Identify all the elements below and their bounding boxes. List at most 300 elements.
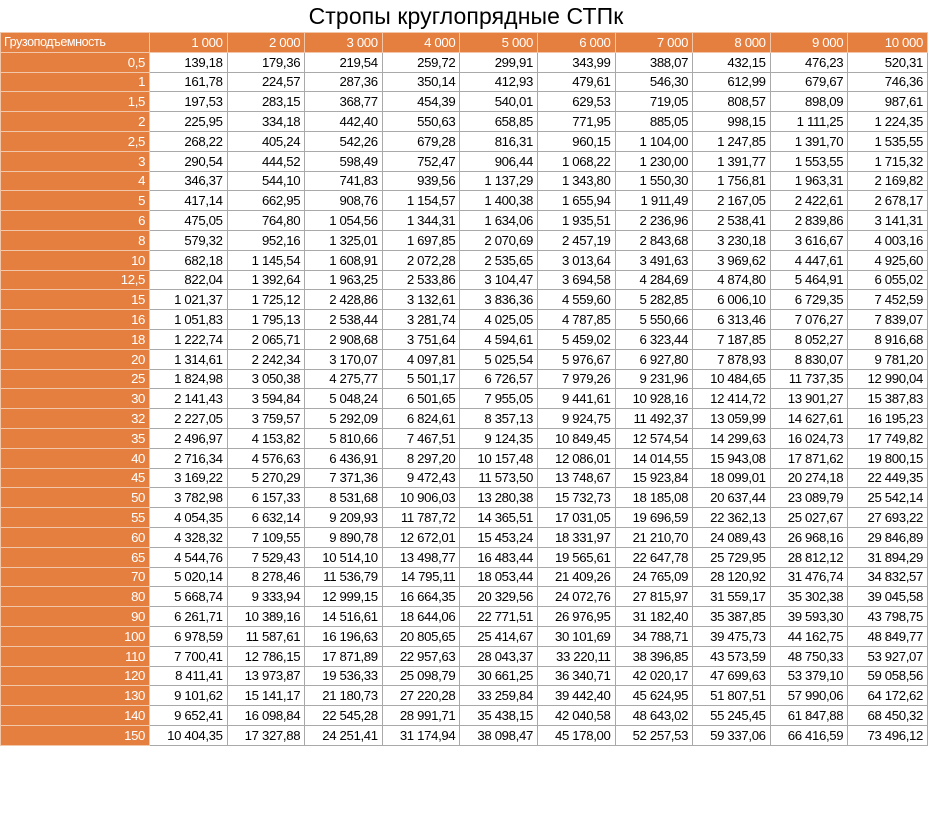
price-cell[interactable]: 1 608,91 bbox=[305, 250, 383, 270]
price-cell[interactable]: 35 387,85 bbox=[693, 607, 771, 627]
price-cell[interactable]: 7 187,85 bbox=[693, 329, 771, 349]
load-capacity-cell[interactable]: 18 bbox=[1, 329, 150, 349]
price-cell[interactable]: 12 086,01 bbox=[537, 448, 615, 468]
price-cell[interactable]: 24 765,09 bbox=[615, 567, 693, 587]
price-cell[interactable]: 21 409,26 bbox=[537, 567, 615, 587]
price-cell[interactable]: 22 545,28 bbox=[305, 706, 383, 726]
price-cell[interactable]: 2 538,44 bbox=[305, 310, 383, 330]
price-cell[interactable]: 7 452,59 bbox=[848, 290, 928, 310]
price-cell[interactable]: 4 153,82 bbox=[227, 428, 305, 448]
price-cell[interactable]: 3 169,22 bbox=[150, 468, 228, 488]
load-capacity-cell[interactable]: 65 bbox=[1, 547, 150, 567]
price-cell[interactable]: 39 442,40 bbox=[537, 686, 615, 706]
price-cell[interactable]: 1 391,70 bbox=[770, 131, 848, 151]
price-cell[interactable]: 3 491,63 bbox=[615, 250, 693, 270]
price-cell[interactable]: 4 447,61 bbox=[770, 250, 848, 270]
load-capacity-cell[interactable]: 3 bbox=[1, 151, 150, 171]
price-cell[interactable]: 2 908,68 bbox=[305, 329, 383, 349]
price-cell[interactable]: 22 771,51 bbox=[460, 607, 538, 627]
price-cell[interactable]: 4 284,69 bbox=[615, 270, 693, 290]
price-cell[interactable]: 24 072,76 bbox=[537, 587, 615, 607]
price-cell[interactable]: 18 644,06 bbox=[382, 607, 460, 627]
price-cell[interactable]: 4 025,05 bbox=[460, 310, 538, 330]
price-cell[interactable]: 16 664,35 bbox=[382, 587, 460, 607]
price-cell[interactable]: 454,39 bbox=[382, 92, 460, 112]
load-capacity-header[interactable]: Грузоподъемность bbox=[1, 33, 150, 53]
load-capacity-cell[interactable]: 90 bbox=[1, 607, 150, 627]
load-capacity-cell[interactable]: 35 bbox=[1, 428, 150, 448]
price-cell[interactable]: 161,78 bbox=[150, 72, 228, 92]
price-cell[interactable]: 12 574,54 bbox=[615, 428, 693, 448]
price-cell[interactable]: 33 220,11 bbox=[537, 646, 615, 666]
price-cell[interactable]: 30 661,25 bbox=[460, 666, 538, 686]
price-cell[interactable]: 7 109,55 bbox=[227, 527, 305, 547]
price-cell[interactable]: 4 328,32 bbox=[150, 527, 228, 547]
price-cell[interactable]: 39 045,58 bbox=[848, 587, 928, 607]
price-cell[interactable]: 898,09 bbox=[770, 92, 848, 112]
load-capacity-cell[interactable]: 150 bbox=[1, 725, 150, 745]
price-cell[interactable]: 5 668,74 bbox=[150, 587, 228, 607]
price-cell[interactable]: 9 101,62 bbox=[150, 686, 228, 706]
price-cell[interactable]: 764,80 bbox=[227, 211, 305, 231]
price-cell[interactable]: 25 098,79 bbox=[382, 666, 460, 686]
price-cell[interactable]: 22 449,35 bbox=[848, 468, 928, 488]
price-cell[interactable]: 771,95 bbox=[537, 112, 615, 132]
price-cell[interactable]: 225,95 bbox=[150, 112, 228, 132]
price-cell[interactable]: 15 387,83 bbox=[848, 389, 928, 409]
price-cell[interactable]: 7 529,43 bbox=[227, 547, 305, 567]
price-cell[interactable]: 43 573,59 bbox=[693, 646, 771, 666]
price-cell[interactable]: 2 141,43 bbox=[150, 389, 228, 409]
price-cell[interactable]: 9 472,43 bbox=[382, 468, 460, 488]
load-capacity-cell[interactable]: 100 bbox=[1, 626, 150, 646]
price-cell[interactable]: 4 559,60 bbox=[537, 290, 615, 310]
price-cell[interactable]: 12 999,15 bbox=[305, 587, 383, 607]
price-cell[interactable]: 3 132,61 bbox=[382, 290, 460, 310]
price-cell[interactable]: 9 441,61 bbox=[537, 389, 615, 409]
price-cell[interactable]: 7 371,36 bbox=[305, 468, 383, 488]
price-cell[interactable]: 3 230,18 bbox=[693, 230, 771, 250]
price-cell[interactable]: 15 943,08 bbox=[693, 448, 771, 468]
price-cell[interactable]: 25 542,14 bbox=[848, 488, 928, 508]
price-cell[interactable]: 908,76 bbox=[305, 191, 383, 211]
price-cell[interactable]: 6 006,10 bbox=[693, 290, 771, 310]
price-cell[interactable]: 4 576,63 bbox=[227, 448, 305, 468]
price-cell[interactable]: 2 227,05 bbox=[150, 409, 228, 429]
length-column-header[interactable]: 5 000 bbox=[460, 33, 538, 53]
price-cell[interactable]: 1 392,64 bbox=[227, 270, 305, 290]
price-cell[interactable]: 15 732,73 bbox=[537, 488, 615, 508]
price-cell[interactable]: 6 436,91 bbox=[305, 448, 383, 468]
price-cell[interactable]: 29 846,89 bbox=[848, 527, 928, 547]
price-cell[interactable]: 368,77 bbox=[305, 92, 383, 112]
price-cell[interactable]: 1 935,51 bbox=[537, 211, 615, 231]
length-column-header[interactable]: 1 000 bbox=[150, 33, 228, 53]
price-cell[interactable]: 1 343,80 bbox=[537, 171, 615, 191]
price-cell[interactable]: 3 104,47 bbox=[460, 270, 538, 290]
price-cell[interactable]: 719,05 bbox=[615, 92, 693, 112]
price-cell[interactable]: 5 550,66 bbox=[615, 310, 693, 330]
price-cell[interactable]: 822,04 bbox=[150, 270, 228, 290]
load-capacity-cell[interactable]: 45 bbox=[1, 468, 150, 488]
price-cell[interactable]: 30 101,69 bbox=[537, 626, 615, 646]
price-cell[interactable]: 31 559,17 bbox=[693, 587, 771, 607]
price-cell[interactable]: 25 414,67 bbox=[460, 626, 538, 646]
price-cell[interactable]: 28 991,71 bbox=[382, 706, 460, 726]
price-cell[interactable]: 64 172,62 bbox=[848, 686, 928, 706]
price-cell[interactable]: 5 459,02 bbox=[537, 329, 615, 349]
price-cell[interactable]: 2 538,41 bbox=[693, 211, 771, 231]
price-cell[interactable]: 139,18 bbox=[150, 52, 228, 72]
price-cell[interactable]: 10 849,45 bbox=[537, 428, 615, 448]
price-cell[interactable]: 1 697,85 bbox=[382, 230, 460, 250]
price-cell[interactable]: 27 220,28 bbox=[382, 686, 460, 706]
price-cell[interactable]: 682,18 bbox=[150, 250, 228, 270]
price-cell[interactable]: 6 501,65 bbox=[382, 389, 460, 409]
load-capacity-cell[interactable]: 25 bbox=[1, 369, 150, 389]
load-capacity-cell[interactable]: 110 bbox=[1, 646, 150, 666]
price-cell[interactable]: 16 483,44 bbox=[460, 547, 538, 567]
price-cell[interactable]: 1 021,37 bbox=[150, 290, 228, 310]
price-cell[interactable]: 5 020,14 bbox=[150, 567, 228, 587]
load-capacity-cell[interactable]: 40 bbox=[1, 448, 150, 468]
price-cell[interactable]: 16 196,63 bbox=[305, 626, 383, 646]
price-cell[interactable]: 3 050,38 bbox=[227, 369, 305, 389]
price-cell[interactable]: 2 843,68 bbox=[615, 230, 693, 250]
price-cell[interactable]: 1 963,31 bbox=[770, 171, 848, 191]
price-cell[interactable]: 2 072,28 bbox=[382, 250, 460, 270]
price-cell[interactable]: 662,95 bbox=[227, 191, 305, 211]
price-cell[interactable]: 11 492,37 bbox=[615, 409, 693, 429]
price-cell[interactable]: 2 533,86 bbox=[382, 270, 460, 290]
price-cell[interactable]: 388,07 bbox=[615, 52, 693, 72]
price-cell[interactable]: 542,26 bbox=[305, 131, 383, 151]
price-cell[interactable]: 752,47 bbox=[382, 151, 460, 171]
price-cell[interactable]: 1 824,98 bbox=[150, 369, 228, 389]
price-cell[interactable]: 2 678,17 bbox=[848, 191, 928, 211]
price-cell[interactable]: 17 031,05 bbox=[537, 508, 615, 528]
load-capacity-cell[interactable]: 8 bbox=[1, 230, 150, 250]
price-cell[interactable]: 658,85 bbox=[460, 112, 538, 132]
price-cell[interactable]: 10 484,65 bbox=[693, 369, 771, 389]
price-cell[interactable]: 55 245,45 bbox=[693, 706, 771, 726]
load-capacity-cell[interactable]: 50 bbox=[1, 488, 150, 508]
price-cell[interactable]: 33 259,84 bbox=[460, 686, 538, 706]
price-cell[interactable]: 224,57 bbox=[227, 72, 305, 92]
price-cell[interactable]: 20 329,56 bbox=[460, 587, 538, 607]
price-cell[interactable]: 598,49 bbox=[305, 151, 383, 171]
price-cell[interactable]: 1 756,81 bbox=[693, 171, 771, 191]
price-cell[interactable]: 939,56 bbox=[382, 171, 460, 191]
price-cell[interactable]: 24 089,43 bbox=[693, 527, 771, 547]
price-cell[interactable]: 3 751,64 bbox=[382, 329, 460, 349]
load-capacity-cell[interactable]: 20 bbox=[1, 349, 150, 369]
price-cell[interactable]: 16 098,84 bbox=[227, 706, 305, 726]
price-cell[interactable]: 19 800,15 bbox=[848, 448, 928, 468]
price-cell[interactable]: 10 906,03 bbox=[382, 488, 460, 508]
price-cell[interactable]: 6 323,44 bbox=[615, 329, 693, 349]
price-cell[interactable]: 18 185,08 bbox=[615, 488, 693, 508]
price-cell[interactable]: 3 013,64 bbox=[537, 250, 615, 270]
load-capacity-cell[interactable]: 4 bbox=[1, 171, 150, 191]
price-cell[interactable]: 2 457,19 bbox=[537, 230, 615, 250]
price-cell[interactable]: 16 195,23 bbox=[848, 409, 928, 429]
price-cell[interactable]: 53 927,07 bbox=[848, 646, 928, 666]
price-cell[interactable]: 73 496,12 bbox=[848, 725, 928, 745]
price-cell[interactable]: 8 531,68 bbox=[305, 488, 383, 508]
price-cell[interactable]: 4 054,35 bbox=[150, 508, 228, 528]
price-cell[interactable]: 53 379,10 bbox=[770, 666, 848, 686]
price-cell[interactable]: 18 331,97 bbox=[537, 527, 615, 547]
price-cell[interactable]: 7 076,27 bbox=[770, 310, 848, 330]
price-cell[interactable]: 43 798,75 bbox=[848, 607, 928, 627]
price-cell[interactable]: 343,99 bbox=[537, 52, 615, 72]
price-cell[interactable]: 10 157,48 bbox=[460, 448, 538, 468]
price-cell[interactable]: 8 052,27 bbox=[770, 329, 848, 349]
price-cell[interactable]: 38 396,85 bbox=[615, 646, 693, 666]
price-cell[interactable]: 3 281,74 bbox=[382, 310, 460, 330]
price-cell[interactable]: 18 099,01 bbox=[693, 468, 771, 488]
price-cell[interactable]: 197,53 bbox=[150, 92, 228, 112]
price-cell[interactable]: 3 141,31 bbox=[848, 211, 928, 231]
price-cell[interactable]: 2 236,96 bbox=[615, 211, 693, 231]
price-cell[interactable]: 2 496,97 bbox=[150, 428, 228, 448]
price-cell[interactable]: 2 428,86 bbox=[305, 290, 383, 310]
price-cell[interactable]: 3 616,67 bbox=[770, 230, 848, 250]
price-cell[interactable]: 544,10 bbox=[227, 171, 305, 191]
load-capacity-cell[interactable]: 6 bbox=[1, 211, 150, 231]
price-cell[interactable]: 13 280,38 bbox=[460, 488, 538, 508]
price-cell[interactable]: 550,63 bbox=[382, 112, 460, 132]
price-cell[interactable]: 4 003,16 bbox=[848, 230, 928, 250]
price-cell[interactable]: 36 340,71 bbox=[537, 666, 615, 686]
load-capacity-cell[interactable]: 2 bbox=[1, 112, 150, 132]
price-cell[interactable]: 10 389,16 bbox=[227, 607, 305, 627]
price-cell[interactable]: 2 716,34 bbox=[150, 448, 228, 468]
price-cell[interactable]: 6 157,33 bbox=[227, 488, 305, 508]
price-cell[interactable]: 14 365,51 bbox=[460, 508, 538, 528]
price-cell[interactable]: 579,32 bbox=[150, 230, 228, 250]
price-cell[interactable]: 1 068,22 bbox=[537, 151, 615, 171]
price-cell[interactable]: 1 222,74 bbox=[150, 329, 228, 349]
price-cell[interactable]: 14 795,11 bbox=[382, 567, 460, 587]
price-cell[interactable]: 1 715,32 bbox=[848, 151, 928, 171]
load-capacity-cell[interactable]: 15 bbox=[1, 290, 150, 310]
price-cell[interactable]: 35 302,38 bbox=[770, 587, 848, 607]
price-cell[interactable]: 8 357,13 bbox=[460, 409, 538, 429]
price-cell[interactable]: 2 839,86 bbox=[770, 211, 848, 231]
price-cell[interactable]: 3 836,36 bbox=[460, 290, 538, 310]
price-cell[interactable]: 34 788,71 bbox=[615, 626, 693, 646]
price-cell[interactable]: 12 786,15 bbox=[227, 646, 305, 666]
price-cell[interactable]: 51 807,51 bbox=[693, 686, 771, 706]
price-cell[interactable]: 28 043,37 bbox=[460, 646, 538, 666]
price-cell[interactable]: 42 020,17 bbox=[615, 666, 693, 686]
price-cell[interactable]: 2 169,82 bbox=[848, 171, 928, 191]
price-cell[interactable]: 998,15 bbox=[693, 112, 771, 132]
price-cell[interactable]: 746,36 bbox=[848, 72, 928, 92]
price-cell[interactable]: 808,57 bbox=[693, 92, 771, 112]
price-cell[interactable]: 405,24 bbox=[227, 131, 305, 151]
price-cell[interactable]: 17 871,62 bbox=[770, 448, 848, 468]
price-cell[interactable]: 5 976,67 bbox=[537, 349, 615, 369]
price-cell[interactable]: 22 957,63 bbox=[382, 646, 460, 666]
price-cell[interactable]: 48 643,02 bbox=[615, 706, 693, 726]
price-cell[interactable]: 6 824,61 bbox=[382, 409, 460, 429]
price-cell[interactable]: 39 593,30 bbox=[770, 607, 848, 627]
price-cell[interactable]: 5 270,29 bbox=[227, 468, 305, 488]
price-cell[interactable]: 27 693,22 bbox=[848, 508, 928, 528]
load-capacity-cell[interactable]: 80 bbox=[1, 587, 150, 607]
price-cell[interactable]: 9 781,20 bbox=[848, 349, 928, 369]
price-cell[interactable]: 479,61 bbox=[537, 72, 615, 92]
price-cell[interactable]: 6 313,46 bbox=[693, 310, 771, 330]
price-cell[interactable]: 476,23 bbox=[770, 52, 848, 72]
price-cell[interactable]: 350,14 bbox=[382, 72, 460, 92]
price-cell[interactable]: 47 699,63 bbox=[693, 666, 771, 686]
length-column-header[interactable]: 10 000 bbox=[848, 33, 928, 53]
load-capacity-cell[interactable]: 140 bbox=[1, 706, 150, 726]
price-cell[interactable]: 219,54 bbox=[305, 52, 383, 72]
price-cell[interactable]: 1 154,57 bbox=[382, 191, 460, 211]
price-cell[interactable]: 1 550,30 bbox=[615, 171, 693, 191]
price-cell[interactable]: 9 124,35 bbox=[460, 428, 538, 448]
price-cell[interactable]: 4 925,60 bbox=[848, 250, 928, 270]
price-cell[interactable]: 9 333,94 bbox=[227, 587, 305, 607]
price-cell[interactable]: 5 464,91 bbox=[770, 270, 848, 290]
price-cell[interactable]: 1 400,38 bbox=[460, 191, 538, 211]
price-cell[interactable]: 5 292,09 bbox=[305, 409, 383, 429]
price-cell[interactable]: 18 053,44 bbox=[460, 567, 538, 587]
price-cell[interactable]: 13 973,87 bbox=[227, 666, 305, 686]
price-cell[interactable]: 1 655,94 bbox=[537, 191, 615, 211]
price-cell[interactable]: 3 969,62 bbox=[693, 250, 771, 270]
price-cell[interactable]: 1 111,25 bbox=[770, 112, 848, 132]
price-cell[interactable]: 8 297,20 bbox=[382, 448, 460, 468]
price-cell[interactable]: 28 120,92 bbox=[693, 567, 771, 587]
price-cell[interactable]: 475,05 bbox=[150, 211, 228, 231]
price-cell[interactable]: 31 182,40 bbox=[615, 607, 693, 627]
price-cell[interactable]: 4 874,80 bbox=[693, 270, 771, 290]
price-cell[interactable]: 444,52 bbox=[227, 151, 305, 171]
load-capacity-cell[interactable]: 32 bbox=[1, 409, 150, 429]
price-cell[interactable]: 26 968,16 bbox=[770, 527, 848, 547]
price-cell[interactable]: 20 637,44 bbox=[693, 488, 771, 508]
price-cell[interactable]: 48 750,33 bbox=[770, 646, 848, 666]
price-cell[interactable]: 1 314,61 bbox=[150, 349, 228, 369]
price-cell[interactable]: 987,61 bbox=[848, 92, 928, 112]
load-capacity-cell[interactable]: 2,5 bbox=[1, 131, 150, 151]
price-cell[interactable]: 9 652,41 bbox=[150, 706, 228, 726]
price-cell[interactable]: 17 871,89 bbox=[305, 646, 383, 666]
price-cell[interactable]: 334,18 bbox=[227, 112, 305, 132]
length-column-header[interactable]: 3 000 bbox=[305, 33, 383, 53]
price-cell[interactable]: 5 025,54 bbox=[460, 349, 538, 369]
price-cell[interactable]: 1 911,49 bbox=[615, 191, 693, 211]
price-cell[interactable]: 17 749,82 bbox=[848, 428, 928, 448]
price-cell[interactable]: 417,14 bbox=[150, 191, 228, 211]
price-cell[interactable]: 629,53 bbox=[537, 92, 615, 112]
price-cell[interactable]: 11 787,72 bbox=[382, 508, 460, 528]
price-cell[interactable]: 7 955,05 bbox=[460, 389, 538, 409]
price-cell[interactable]: 52 257,53 bbox=[615, 725, 693, 745]
price-cell[interactable]: 31 476,74 bbox=[770, 567, 848, 587]
price-cell[interactable]: 3 594,84 bbox=[227, 389, 305, 409]
price-cell[interactable]: 5 282,85 bbox=[615, 290, 693, 310]
price-cell[interactable]: 48 849,77 bbox=[848, 626, 928, 646]
price-cell[interactable]: 1 535,55 bbox=[848, 131, 928, 151]
price-cell[interactable]: 22 647,78 bbox=[615, 547, 693, 567]
price-cell[interactable]: 12 672,01 bbox=[382, 527, 460, 547]
price-cell[interactable]: 4 275,77 bbox=[305, 369, 383, 389]
price-cell[interactable]: 57 990,06 bbox=[770, 686, 848, 706]
price-cell[interactable]: 59 058,56 bbox=[848, 666, 928, 686]
price-cell[interactable]: 5 501,17 bbox=[382, 369, 460, 389]
price-cell[interactable]: 15 141,17 bbox=[227, 686, 305, 706]
price-cell[interactable]: 14 014,55 bbox=[615, 448, 693, 468]
price-cell[interactable]: 1 247,85 bbox=[693, 131, 771, 151]
price-cell[interactable]: 12 990,04 bbox=[848, 369, 928, 389]
price-cell[interactable]: 346,37 bbox=[150, 171, 228, 191]
price-cell[interactable]: 38 098,47 bbox=[460, 725, 538, 745]
price-cell[interactable]: 15 453,24 bbox=[460, 527, 538, 547]
price-cell[interactable]: 520,31 bbox=[848, 52, 928, 72]
load-capacity-cell[interactable]: 0,5 bbox=[1, 52, 150, 72]
length-column-header[interactable]: 6 000 bbox=[537, 33, 615, 53]
price-cell[interactable]: 45 178,00 bbox=[537, 725, 615, 745]
price-cell[interactable]: 2 065,71 bbox=[227, 329, 305, 349]
load-capacity-cell[interactable]: 120 bbox=[1, 666, 150, 686]
price-cell[interactable]: 4 594,61 bbox=[460, 329, 538, 349]
price-cell[interactable]: 22 362,13 bbox=[693, 508, 771, 528]
price-cell[interactable]: 9 209,93 bbox=[305, 508, 383, 528]
price-cell[interactable]: 816,31 bbox=[460, 131, 538, 151]
price-cell[interactable]: 25 027,67 bbox=[770, 508, 848, 528]
price-cell[interactable]: 1 051,83 bbox=[150, 310, 228, 330]
price-cell[interactable]: 8 916,68 bbox=[848, 329, 928, 349]
price-cell[interactable]: 14 299,63 bbox=[693, 428, 771, 448]
price-cell[interactable]: 1 104,00 bbox=[615, 131, 693, 151]
price-cell[interactable]: 540,01 bbox=[460, 92, 538, 112]
price-cell[interactable]: 6 729,35 bbox=[770, 290, 848, 310]
price-cell[interactable]: 6 726,57 bbox=[460, 369, 538, 389]
price-cell[interactable]: 4 544,76 bbox=[150, 547, 228, 567]
price-cell[interactable]: 6 055,02 bbox=[848, 270, 928, 290]
price-cell[interactable]: 10 514,10 bbox=[305, 547, 383, 567]
price-cell[interactable]: 1 325,01 bbox=[305, 230, 383, 250]
price-cell[interactable]: 2 422,61 bbox=[770, 191, 848, 211]
price-cell[interactable]: 20 805,65 bbox=[382, 626, 460, 646]
price-cell[interactable]: 45 624,95 bbox=[615, 686, 693, 706]
length-column-header[interactable]: 2 000 bbox=[227, 33, 305, 53]
load-capacity-cell[interactable]: 16 bbox=[1, 310, 150, 330]
price-cell[interactable]: 952,16 bbox=[227, 230, 305, 250]
price-cell[interactable]: 1 054,56 bbox=[305, 211, 383, 231]
price-cell[interactable]: 39 475,73 bbox=[693, 626, 771, 646]
price-cell[interactable]: 6 632,14 bbox=[227, 508, 305, 528]
price-cell[interactable]: 17 327,88 bbox=[227, 725, 305, 745]
price-cell[interactable]: 21 180,73 bbox=[305, 686, 383, 706]
price-cell[interactable]: 885,05 bbox=[615, 112, 693, 132]
load-capacity-cell[interactable]: 10 bbox=[1, 250, 150, 270]
price-cell[interactable]: 741,83 bbox=[305, 171, 383, 191]
price-cell[interactable]: 4 097,81 bbox=[382, 349, 460, 369]
price-cell[interactable]: 2 070,69 bbox=[460, 230, 538, 250]
price-cell[interactable]: 679,67 bbox=[770, 72, 848, 92]
price-cell[interactable]: 23 089,79 bbox=[770, 488, 848, 508]
price-cell[interactable]: 1 795,13 bbox=[227, 310, 305, 330]
price-cell[interactable]: 8 278,46 bbox=[227, 567, 305, 587]
